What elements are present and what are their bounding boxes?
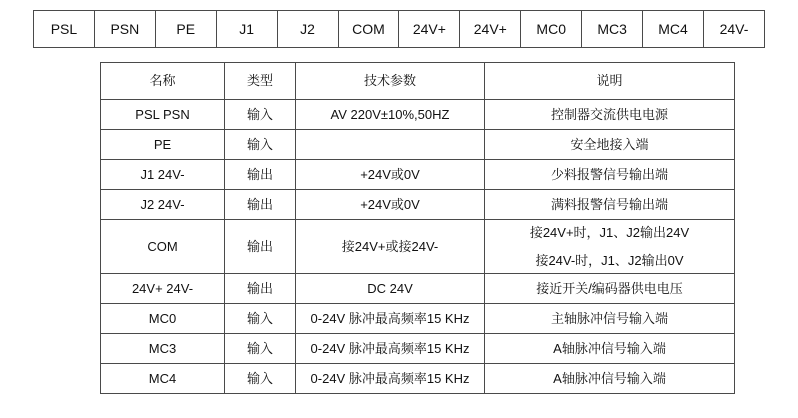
column-header-parameters: 技术参数: [296, 63, 485, 100]
terminal-cell-com: COM: [338, 11, 399, 48]
cell-name: PE: [101, 130, 225, 160]
column-header-description: 说明: [485, 63, 735, 100]
cell-type: 输入: [225, 130, 296, 160]
terminal-cell-mc3: MC3: [582, 11, 643, 48]
cell-name: MC3: [101, 334, 225, 364]
cell-param: 0-24V 脉冲最高频率15 KHz: [296, 304, 485, 334]
terminal-strip-table: [33, 10, 765, 48]
cell-name: J2 24V-: [101, 190, 225, 220]
specification-table: [100, 62, 735, 394]
cell-desc-line-2: 接24V-时，J1、J2输出0V: [535, 252, 684, 268]
cell-param: 0-24V 脉冲最高频率15 KHz: [296, 334, 485, 364]
cell-type: 输出: [225, 190, 296, 220]
cell-desc: 少料报警信号输出端: [485, 160, 735, 190]
cell-type: 输出: [225, 160, 296, 190]
cell-param: +24V或0V: [296, 160, 485, 190]
cell-desc: 主轴脉冲信号输入端: [485, 304, 735, 334]
cell-type: 输出: [225, 220, 296, 274]
cell-desc: A轴脉冲信号输入端: [485, 364, 735, 394]
terminal-cell-24vplus-2: 24V+: [460, 11, 521, 48]
terminal-strip-row: [34, 11, 765, 48]
cell-desc: 满料报警信号输出端: [485, 190, 735, 220]
terminal-cell-pe: PE: [155, 11, 216, 48]
terminal-cell-24vminus: 24V-: [703, 11, 764, 48]
cell-desc: [485, 220, 735, 274]
table-row: [101, 220, 735, 274]
column-header-type: 类型: [225, 63, 296, 100]
cell-param: 接24V+或接24V-: [296, 220, 485, 274]
cell-name: PSL PSN: [101, 100, 225, 130]
cell-name: COM: [101, 220, 225, 274]
table-row: [101, 160, 735, 190]
cell-param: DC 24V: [296, 274, 485, 304]
table-row: [101, 364, 735, 394]
table-row: [101, 304, 735, 334]
cell-desc-line-1: 接24V+时，J1、J2输出24V: [529, 225, 690, 240]
table-row: [101, 334, 735, 364]
cell-param: 0-24V 脉冲最高频率15 KHz: [296, 364, 485, 394]
cell-desc: 控制器交流供电电源: [485, 100, 735, 130]
terminal-cell-j2: J2: [277, 11, 338, 48]
terminal-cell-mc4: MC4: [643, 11, 704, 48]
terminal-cell-psl: PSL: [34, 11, 95, 48]
column-header-name: 名称: [101, 63, 225, 100]
cell-param: [296, 130, 485, 160]
terminal-cell-j1: J1: [216, 11, 277, 48]
terminal-cell-mc0: MC0: [521, 11, 582, 48]
cell-desc: A轴脉冲信号输入端: [485, 334, 735, 364]
cell-desc: 安全地接入端: [485, 130, 735, 160]
cell-type: 输出: [225, 274, 296, 304]
table-row: [101, 130, 735, 160]
cell-type: 输入: [225, 364, 296, 394]
cell-type: 输入: [225, 334, 296, 364]
cell-name: MC0: [101, 304, 225, 334]
cell-name: MC4: [101, 364, 225, 394]
terminal-cell-psn: PSN: [94, 11, 155, 48]
cell-type: 输入: [225, 100, 296, 130]
cell-desc: 接近开关/编码器供电电压: [485, 274, 735, 304]
table-row: [101, 274, 735, 304]
cell-type: 输入: [225, 304, 296, 334]
table-row: [101, 190, 735, 220]
terminal-cell-24vplus-1: 24V+: [399, 11, 460, 48]
cell-name: J1 24V-: [101, 160, 225, 190]
table-header-row: [101, 63, 735, 100]
cell-param: +24V或0V: [296, 190, 485, 220]
table-row: [101, 100, 735, 130]
cell-name: 24V+ 24V-: [101, 274, 225, 304]
cell-param: AV 220V±10%,50HZ: [296, 100, 485, 130]
